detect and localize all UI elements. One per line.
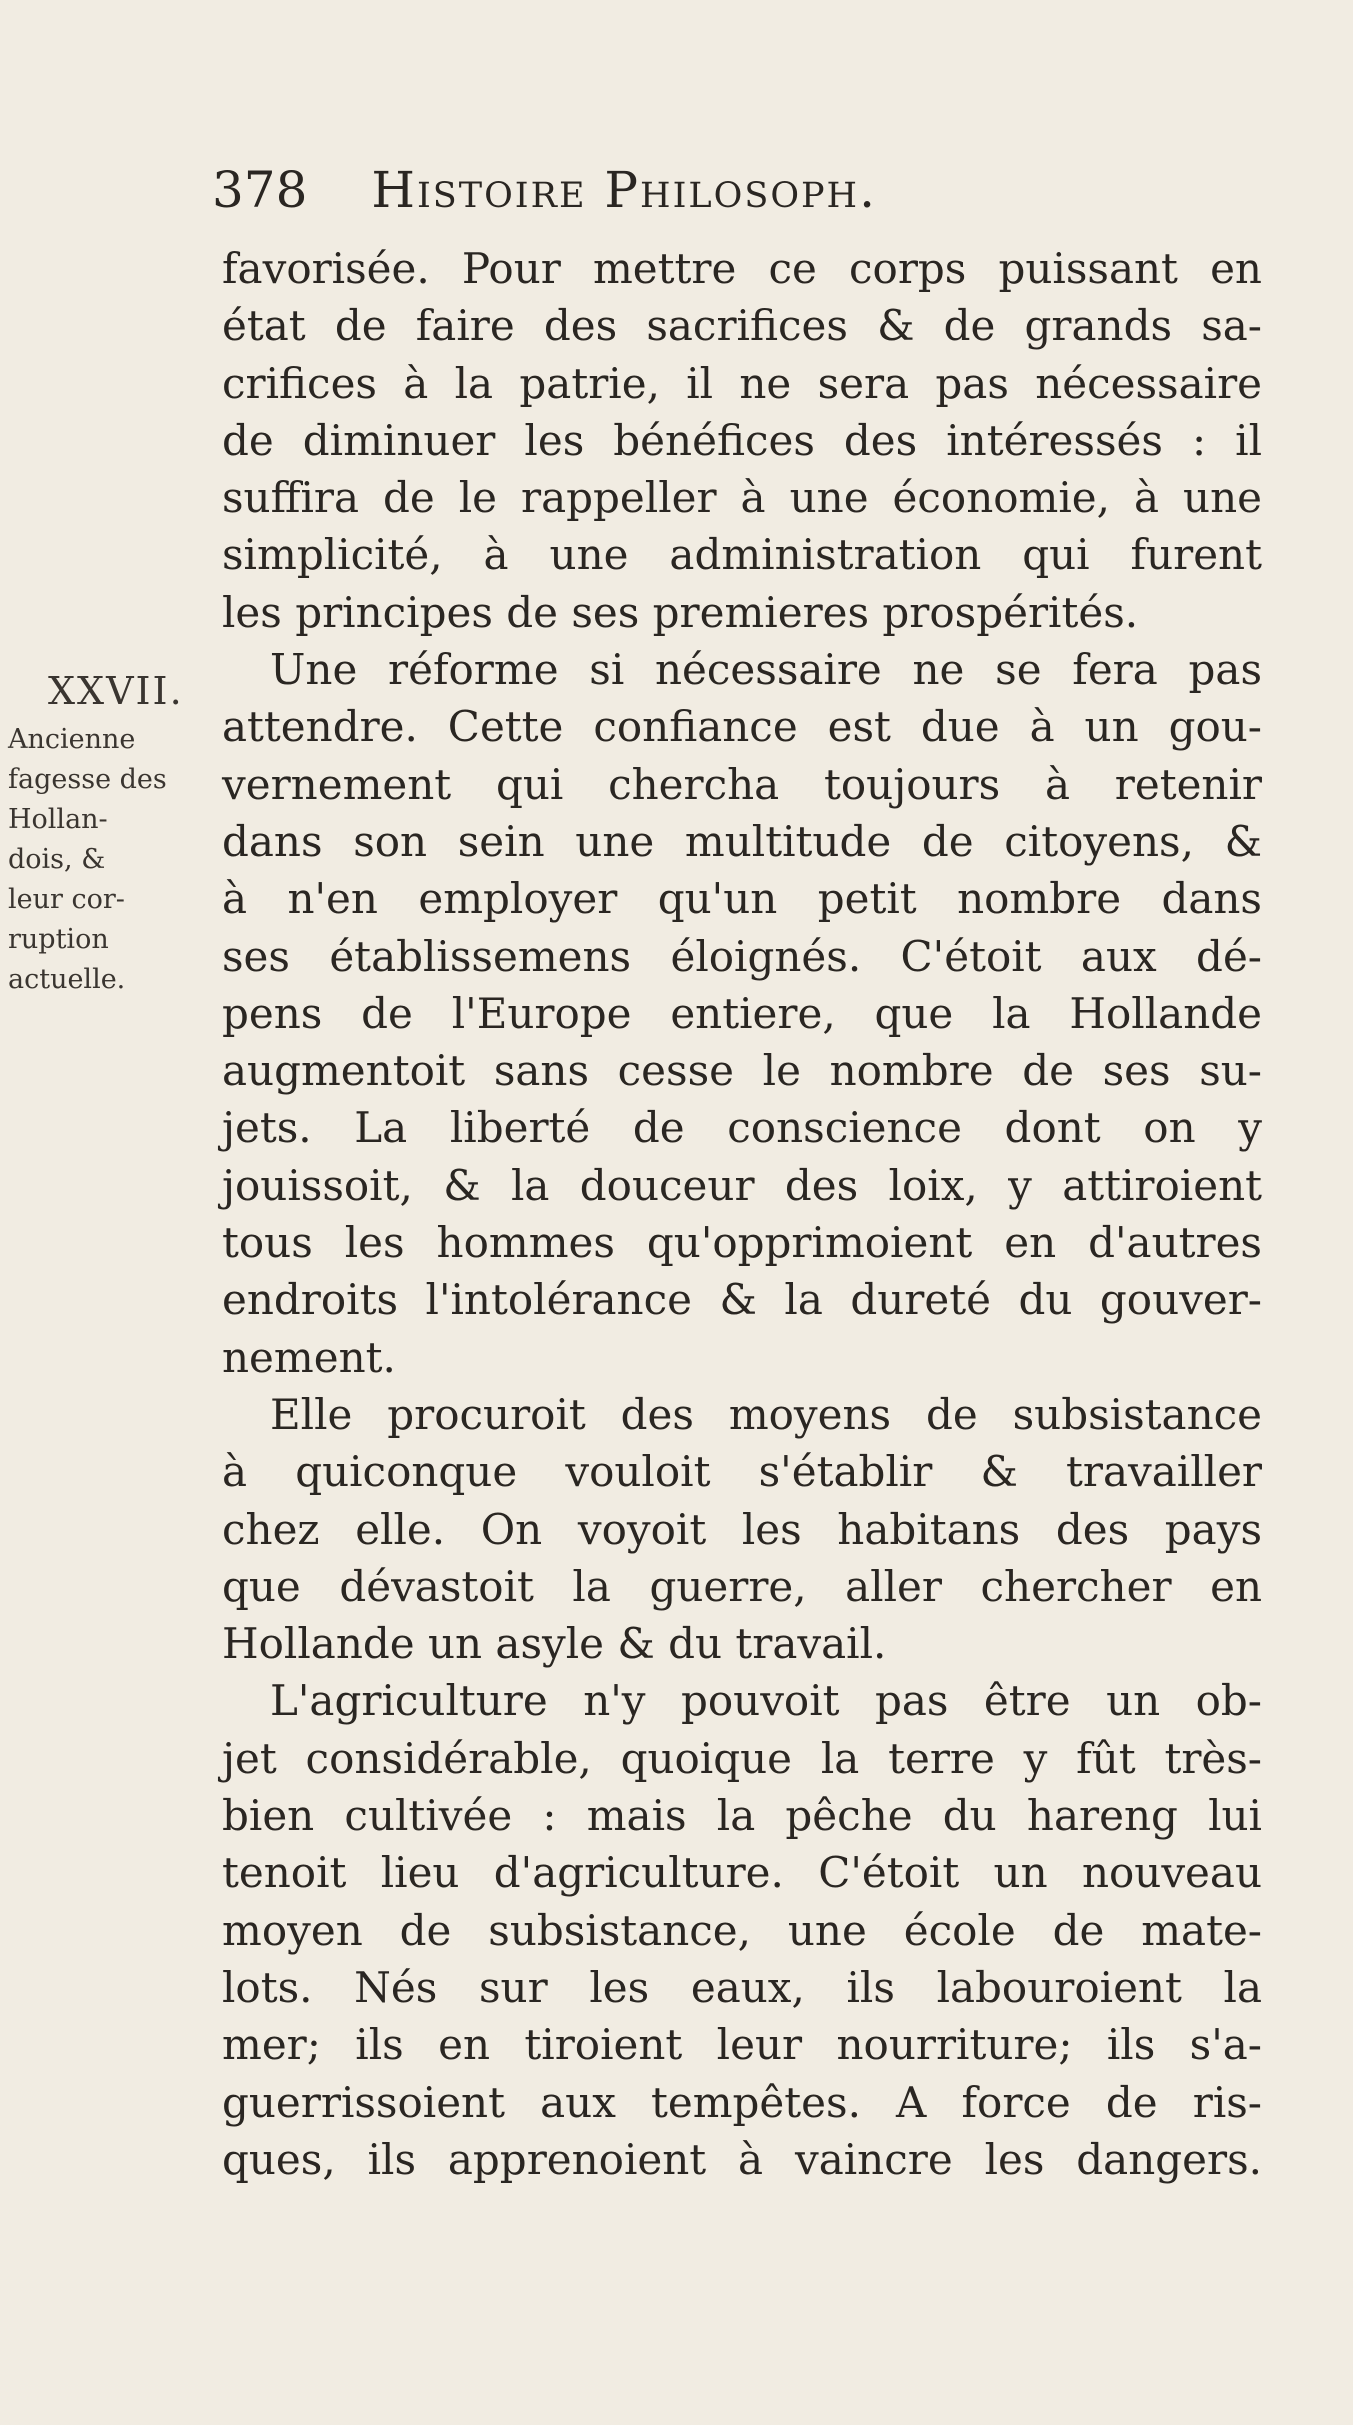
margin-note-line: fagesse des (8, 764, 167, 795)
text-line: tenoit lieu d'agriculture. C'étoit un nouveau (222, 1848, 1262, 1898)
text-line: jet considérable, quoique la terre y fût très- (222, 1733, 1262, 1783)
text-line: L'agriculture n'y pouvoit pas être un ob- (270, 1676, 1262, 1726)
text-line: pens de l'Europe entiere, que la Hollande (222, 988, 1262, 1038)
text-line: Une réforme si nécessaire ne se fera pas (270, 645, 1262, 695)
text-line: état de faire des sacrifices & de grands sa- (222, 301, 1262, 351)
text-line: ses établissemens éloignés. C'étoit aux dé- (222, 931, 1262, 981)
text-line: jets. La liberté de conscience dont on y (222, 1103, 1262, 1153)
text-line: augmentoit sans cesse le nombre de ses su- (222, 1046, 1262, 1096)
text-line: moyen de subsistance, une école de mate- (222, 1905, 1262, 1955)
margin-note-line: Hollan- (8, 804, 108, 835)
text-line: lots. Nés sur les eaux, ils labouroient la (222, 1962, 1262, 2012)
text-line: suffira de le rappeller à une économie, à une (222, 473, 1262, 523)
margin-note-line: Ancienne (8, 724, 136, 755)
text-line: vernement qui chercha toujours à retenir (222, 759, 1262, 809)
margin-note (8, 662, 213, 1000)
text-line: mer; ils en tiroient leur nourriture; ils s'a- (222, 2020, 1262, 2070)
text-line: les principes de ses premieres prospérités. (222, 587, 1139, 637)
paragraph-4 (222, 1672, 1262, 2188)
paragraph-3 (222, 1386, 1262, 1672)
text-line: attendre. Cette confiance est due à un gou- (222, 702, 1262, 752)
margin-note-line: ruption (8, 924, 109, 955)
text-line: chez elle. On voyoit les habitans des pays (222, 1504, 1262, 1554)
text-line: à n'en employer qu'un petit nombre dans (222, 874, 1262, 924)
paragraph-2 (222, 641, 1262, 1386)
text-line: jouissoit, & la douceur des loix, y attiroient (222, 1160, 1262, 1210)
text-line: à quiconque vouloit s'établir & travailler (222, 1447, 1262, 1497)
body-text (222, 240, 1262, 2188)
margin-note-line: dois, & (8, 844, 106, 875)
text-line: de diminuer les bénéfices des intéressés : il (222, 415, 1262, 465)
text-line: favorisée. Pour mettre ce corps puissant en (222, 244, 1262, 293)
text-line: crifices à la patrie, il ne sera pas nécessaire (222, 358, 1262, 408)
text-line: Hollande un asyle & du travail. (222, 1619, 887, 1669)
section-number: XXVII. (48, 669, 184, 713)
paragraph-1 (222, 240, 1262, 641)
text-line: simplicité, à une administration qui furent (222, 530, 1262, 580)
page-number: 378 (212, 161, 308, 219)
text-line: endroits l'intolérance & la dureté du gouver- (222, 1275, 1262, 1325)
text-line: ques, ils apprenoient à vaincre les dangers. (222, 2134, 1262, 2184)
margin-note-line: leur cor- (8, 884, 125, 915)
page-header (212, 160, 1252, 220)
text-line: dans son sein une multitude de citoyens, & (222, 816, 1262, 866)
margin-note-line: actuelle. (8, 964, 126, 995)
text-line: guerrissoient aux tempêtes. A force de ris- (222, 2077, 1262, 2127)
text-line: tous les hommes qu'opprimoient en d'autres (222, 1218, 1262, 1268)
running-title: Histoire Philosoph. (371, 161, 877, 219)
text-line: bien cultivée : mais la pêche du hareng lui (222, 1791, 1262, 1841)
text-line: que dévastoit la guerre, aller chercher en (222, 1561, 1262, 1611)
text-line: nement. (222, 1332, 396, 1382)
text-line: Elle procuroit des moyens de subsistance (270, 1389, 1262, 1439)
